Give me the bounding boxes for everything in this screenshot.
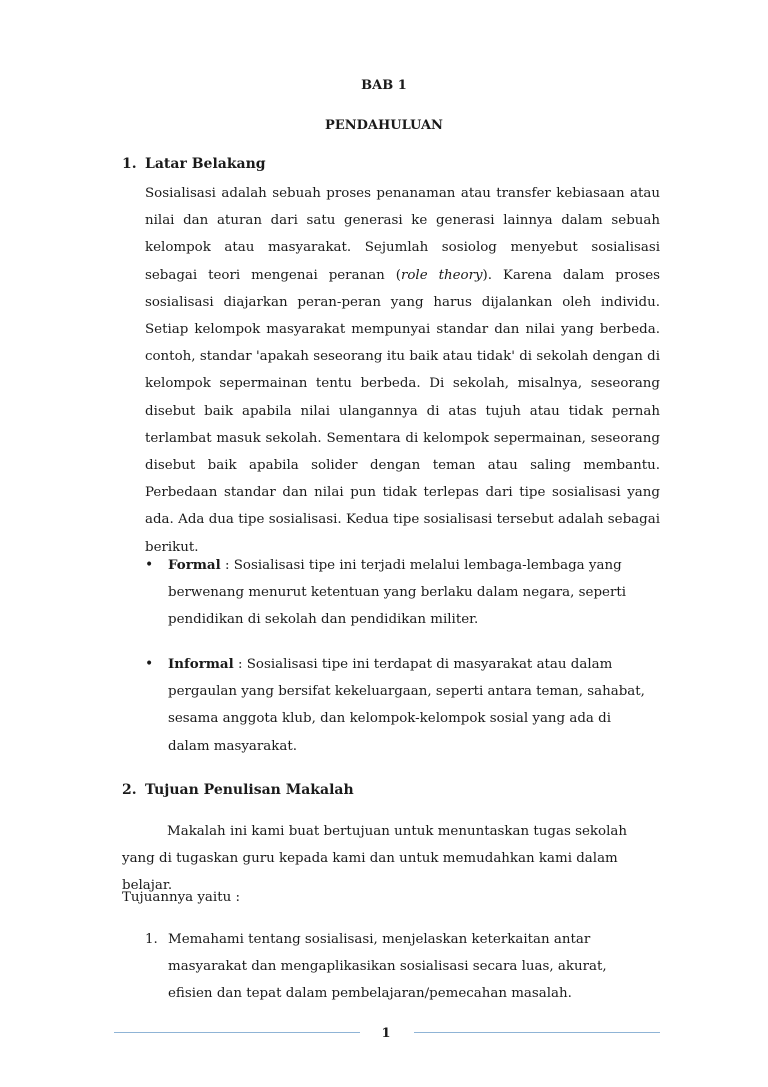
section-title: Latar Belakang: [145, 156, 266, 172]
bullet-icon: •: [145, 557, 154, 573]
page-number: 1: [381, 1026, 391, 1041]
footer-rule-right: [414, 1032, 660, 1033]
purpose-paragraph: [122, 818, 652, 900]
goal-item: [145, 926, 645, 1008]
bullet-term: Informal: [168, 656, 234, 672]
paragraph-text: ). Karena dalam proses sosialisasi diajarkan peran-peran yang harus dijalankan oleh individu. Setiap kelompok masyarakat mempunyai standar dan nilai yang berbeda. contoh, standar 'apakah seseorang itu baik atau tidak' di sekolah dengan di kelompok sepermainan tentu berbeda. Di sekolah, misalnya, seseorang disebut baik apabila nilai ulangannya di atas tujuh atau tidak pernah terlambat masuk sekolah. Sementara di kelompok sepermainan, seseorang disebut baik apabila solider dengan teman atau saling membantu. Perbedaan standar dan nilai pun tidak terlepas dari tipe sosialisasi yang ada. Ada dua tipe sosialisasi. Kedua tipe sosialisasi tersebut adalah sebagai berikut.: [145, 267, 660, 555]
goals-label: Tujuannya yaitu :: [122, 890, 240, 905]
section-number: 1.: [122, 156, 137, 172]
bullet-icon: •: [145, 656, 154, 672]
footer-rule-left: [114, 1032, 360, 1033]
chapter-title: PENDAHULUAN: [325, 118, 443, 133]
bullet-item-informal: [145, 651, 645, 760]
section-heading-latar-belakang: [122, 156, 266, 172]
paragraph-italic-term: role theory: [400, 267, 483, 283]
bullet-item-formal: [145, 552, 645, 634]
paragraph-text: Sosialisasi adalah sebuah proses penanaman atau transfer kebiasaan atau nilai dan aturan dari satu generasi ke generasi lainnya dalam sebuah kelompok atau masyarakat. Sejumlah sosiolog menyebut sosialisasi sebagai teori mengenai peranan (: [145, 186, 660, 283]
background-paragraph: [145, 180, 660, 561]
paragraph-text: Makalah ini kami buat bertujuan untuk menuntaskan tugas sekolah yang di tugaskan guru kepada kami dan untuk memudahkan kami dalam belajar.: [122, 824, 627, 894]
goal-number: 1.: [145, 932, 158, 947]
bullet-text: : Sosialisasi tipe ini terdapat di masyarakat atau dalam pergaulan yang bersifat kekeluargaan, seperti antara teman, sahabat, sesama anggota klub, dan kelompok-kelompok sosial yang ada di dalam masyarakat.: [168, 657, 645, 754]
goal-text: Memahami tentang sosialisasi, menjelaskan keterkaitan antar masyarakat dan mengaplikasikan sosialisasi secara luas, akurat, efisien dan tepat dalam pembelajaran/pemecahan masalah.: [168, 932, 607, 1002]
section-title: Tujuan Penulisan Makalah: [145, 782, 354, 798]
section-heading-tujuan: [122, 782, 354, 798]
bullet-term: Formal: [168, 557, 221, 573]
chapter-label: BAB 1: [361, 78, 407, 93]
section-number: 2.: [122, 782, 137, 798]
bullet-text: : Sosialisasi tipe ini terjadi melalui lembaga-lembaga yang berwenang menurut ketentuan yang berlaku dalam negara, seperti pendidikan di sekolah dan pendidikan militer.: [168, 558, 627, 628]
